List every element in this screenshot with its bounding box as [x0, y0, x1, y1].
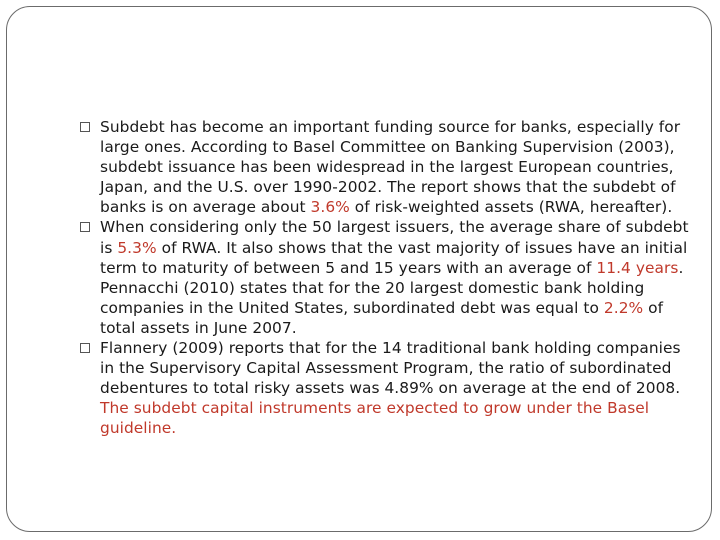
bullet-list: [80, 117, 690, 439]
highlight-value: 3.6%: [310, 198, 350, 217]
square-bullet-icon: [80, 343, 90, 353]
highlight-value: 5.3%: [117, 238, 157, 257]
bullet-item-largest-issuers: [80, 217, 690, 338]
highlight-sentence: The subdebt capital instruments are expected to grow under the Basel guideline.: [100, 399, 650, 438]
bullet-text: Subdebt has become an important funding source for banks, especially for large ones. According to Basel Committee on Banking Supervision (2003), subdebt issuance has been widespread in the largest European countries, Japan, and the U.S. over 1990-2002. The report shows that the subdebt of banks is on average about 3.6% of risk-weighted assets (RWA, hereafter).: [100, 118, 681, 217]
square-bullet-icon: [80, 222, 90, 232]
bullet-text: Flannery (2009) reports that for the 14 traditional bank holding companies in the Supervisory Capital Assessment Program, the ratio of subordinated debentures to total risky assets was 4.89% on average at the end of 2008. The subdebt capital instruments are expected to grow under the Basel guideline.: [100, 339, 681, 438]
highlight-value: 11.4 years: [596, 258, 679, 277]
highlight-value: 2.2%: [603, 298, 644, 317]
bullet-item-subdebt-overview: [80, 117, 690, 217]
bullet-text: When considering only the 50 largest issuers, the average share of subdebt is 5.3% of RWA. It also shows that the vast majority of issues have an initial term to maturity of between 5 and 15 years with an average of 11.4 years. Pennacchi (2010) states that for the 20 largest domestic bank holding companies in the United States, subordinated debt was equal to 2.2% of total assets in June 2007.: [100, 218, 689, 337]
square-bullet-icon: [80, 122, 90, 132]
bullet-item-flannery: [80, 338, 690, 438]
